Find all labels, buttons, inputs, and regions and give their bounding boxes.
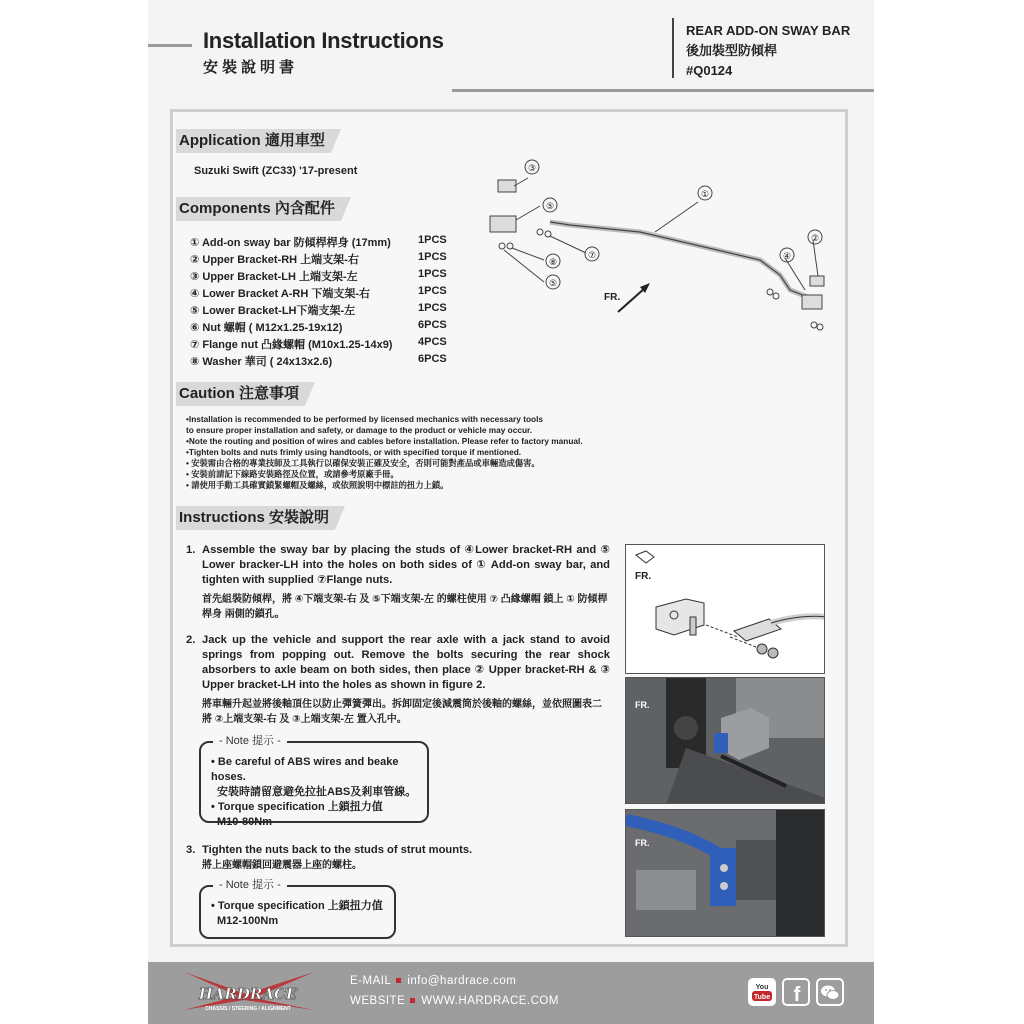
step-number: 2. bbox=[186, 634, 196, 646]
note-box-2 bbox=[199, 879, 396, 939]
header-rule-right bbox=[452, 89, 874, 92]
note-box-1 bbox=[199, 735, 429, 828]
svg-text:You: You bbox=[755, 984, 769, 991]
step-number: 3. bbox=[186, 844, 196, 856]
components-heading: Components 內含配件 bbox=[176, 197, 341, 221]
component-item: ④ Lower Bracket A-RH 下端支架-右 bbox=[190, 288, 371, 300]
product-name: REAR ADD-ON SWAY BAR bbox=[686, 23, 851, 38]
note-line: • Torque specification 上鎖扭力值 bbox=[211, 801, 383, 813]
page-title: Installation Instructions bbox=[203, 28, 444, 53]
caution-line: • 安裝需由合格的專業技師及工具執行以確保安裝正確及安全，否則可能對產品或車輛造成傷害。 bbox=[186, 458, 540, 468]
product-info bbox=[686, 21, 850, 81]
diagram-label: ① bbox=[700, 190, 710, 200]
svg-text:Tube: Tube bbox=[753, 994, 771, 1001]
component-item: ⑤ Lower Bracket-LH下端支架-左 bbox=[190, 305, 356, 317]
component-item: ⑧ Washer 華司 ( 24x13x2.6) bbox=[190, 356, 333, 368]
component-item: ① Add-on sway bar 防傾桿桿身 (17mm) bbox=[190, 237, 391, 249]
website-link[interactable]: WWW.HARDRACE.COM bbox=[421, 995, 559, 1007]
diagram-label: ② bbox=[810, 234, 820, 244]
diagram-label: ⑦ bbox=[587, 251, 597, 261]
note-label: - Note 提示 - bbox=[213, 734, 287, 749]
step-text-en: Jack up the vehicle and support the rear axle with a jack stand to avoid springs from popping out. Remove the bolts securing the rear shock absorbers to axle beam on both sides, then place ② Upper bracket-RH & ③ Upper bracket-LH into the holes as shown in figure 2. bbox=[202, 634, 610, 691]
caution-text bbox=[186, 414, 616, 491]
component-qty: 1PCS bbox=[418, 251, 447, 263]
instruction-step-1 bbox=[186, 543, 610, 622]
diagram-label: ⑤ bbox=[545, 202, 555, 212]
caution-line: • 請使用手動工具確實鎖緊螺帽及螺絲，或依照說明中標註的扭力上鎖。 bbox=[186, 480, 449, 490]
note-line: • Torque specification 上鎖扭力值 bbox=[211, 900, 383, 912]
brand-name: HARDRACE bbox=[198, 985, 298, 1003]
vehicle-fitment: Suzuki Swift (ZC33) '17-present bbox=[194, 165, 358, 177]
component-item: ② Upper Bracket-RH 上端支架-右 bbox=[190, 254, 359, 266]
figure-direction-label: FR. bbox=[635, 571, 652, 582]
header-divider bbox=[672, 18, 674, 78]
youtube-icon[interactable] bbox=[748, 978, 776, 1006]
blue-end-link bbox=[710, 848, 736, 906]
page-title-zh: 安裝說明書 bbox=[203, 59, 299, 76]
diagram-label: ④ bbox=[782, 252, 792, 262]
footer-email bbox=[350, 975, 516, 987]
bullet-icon bbox=[410, 998, 415, 1003]
direction-label: FR. bbox=[604, 292, 621, 303]
figure-3-svg bbox=[626, 810, 825, 937]
right-bracket-2 bbox=[810, 276, 824, 286]
note-line: 安裝時請留意避免拉扯ABS及剎車管線。 bbox=[217, 786, 417, 798]
note-label: - Note 提示 - bbox=[213, 878, 287, 893]
instruction-step-2 bbox=[186, 633, 610, 727]
note-line: M10-80Nm bbox=[217, 816, 273, 828]
part-number: #Q0124 bbox=[686, 63, 733, 78]
component-item: ⑥ Nut 螺帽 ( M12x1.25-19x12) bbox=[190, 322, 343, 334]
email-link[interactable]: info@hardrace.com bbox=[407, 975, 517, 987]
figure-2-svg bbox=[626, 678, 825, 804]
caution-line: •Note the routing and position of wires and cables before installation. Please refer to factory manual. bbox=[186, 436, 583, 446]
application-heading: Application 適用車型 bbox=[176, 129, 331, 153]
caution-line: •Installation is recommended to be performed by licensed mechanics with necessary tools bbox=[186, 414, 544, 424]
figure-3-photo bbox=[625, 809, 825, 937]
diagram-label: ⑤ bbox=[548, 279, 558, 289]
figure-2-photo bbox=[625, 677, 825, 804]
caution-line: • 安裝前請記下線路安裝路徑及位置，或請參考原廠手冊。 bbox=[186, 469, 399, 479]
component-item: ⑦ Flange nut 凸緣螺帽 (M10x1.25-14x9) bbox=[190, 339, 393, 351]
wechat-icon[interactable] bbox=[816, 978, 844, 1006]
step-text-zh: 將車輛升起並將後軸頂住以防止彈簧彈出。拆卸固定後減震筒於後軸的螺絲，並依照圖表二將 ②上端支架-右 及 ③上端支架-左 置入孔中。 bbox=[202, 699, 602, 725]
component-qty: 1PCS bbox=[418, 302, 447, 314]
website-label: WEBSITE bbox=[350, 995, 406, 1007]
component-qty: 1PCS bbox=[418, 285, 447, 297]
bracket-shape bbox=[656, 599, 704, 635]
brand-tagline: CHASSIS / STEERING / ALIGNMENT bbox=[205, 1006, 291, 1012]
component-qty: 4PCS bbox=[418, 336, 447, 348]
product-name-zh: 後加裝型防傾桿 bbox=[686, 43, 778, 58]
note-line: • Be careful of ABS wires and beake hoses. bbox=[211, 756, 399, 783]
component-qty: 1PCS bbox=[418, 234, 447, 246]
instruction-step-3 bbox=[186, 843, 610, 873]
header-rule-left bbox=[148, 44, 192, 47]
direction-arrow bbox=[618, 288, 645, 312]
email-label: E-MAIL bbox=[350, 975, 392, 987]
step-number: 1. bbox=[186, 544, 196, 556]
diagram-label: ⑧ bbox=[548, 258, 558, 268]
bullet-icon bbox=[396, 978, 401, 983]
step-text-zh: 首先組裝防傾桿，將 ④下端支架-右 及 ⑤下端支架-左 的螺柱使用 ⑦ 凸緣螺帽 鎖上 ① 防傾桿桿身 兩側的鎖孔。 bbox=[202, 594, 608, 620]
footer-website bbox=[350, 995, 559, 1007]
step-text-zh: 將上座螺帽鎖回避震器上座的螺柱。 bbox=[202, 860, 362, 871]
figure-direction-label: FR. bbox=[635, 838, 650, 848]
svg-text:f: f bbox=[793, 984, 801, 1004]
caution-line: to ensure proper installation and safety, or damage to the product or vehicle may occur. bbox=[186, 425, 533, 435]
component-qty: 1PCS bbox=[418, 268, 447, 280]
caution-line: •Tighten bolts and nuts frimly using handtools, or with specified torque if mentioned. bbox=[186, 447, 522, 457]
left-upper-bracket bbox=[490, 216, 516, 232]
instructions-heading: Instructions 安裝說明 bbox=[176, 506, 335, 530]
figure-1-bracket-drawing bbox=[625, 544, 825, 674]
blue-bracket bbox=[714, 733, 728, 753]
component-item: ③ Upper Bracket-LH 上端支架-左 bbox=[190, 271, 358, 283]
component-qty: 6PCS bbox=[418, 319, 447, 331]
tire bbox=[776, 810, 825, 937]
caution-heading: Caution 注意事項 bbox=[176, 382, 305, 406]
hardrace-logo bbox=[176, 968, 322, 1014]
step-text-en: Tighten the nuts back to the studs of strut mounts. bbox=[202, 844, 473, 856]
parts-diagram bbox=[480, 150, 840, 360]
figure-1-svg bbox=[626, 545, 825, 674]
diagram-label: ③ bbox=[527, 164, 537, 174]
step-text-en: Assemble the sway bar by placing the studs of ④Lower bracket-RH and ⑤ Lower bracker-LH into the holes on both sides of ① Add-on sway bar, and tighten with supplied ⑦Flange nuts. bbox=[202, 544, 610, 586]
figure-direction-label: FR. bbox=[635, 700, 650, 710]
facebook-icon[interactable] bbox=[782, 978, 810, 1006]
note-line: M12-100Nm bbox=[217, 915, 279, 927]
rotate-arrow-icon bbox=[636, 551, 654, 563]
left-bracket-3 bbox=[498, 180, 516, 192]
component-qty: 6PCS bbox=[418, 353, 447, 365]
right-upper-bracket bbox=[802, 295, 822, 309]
